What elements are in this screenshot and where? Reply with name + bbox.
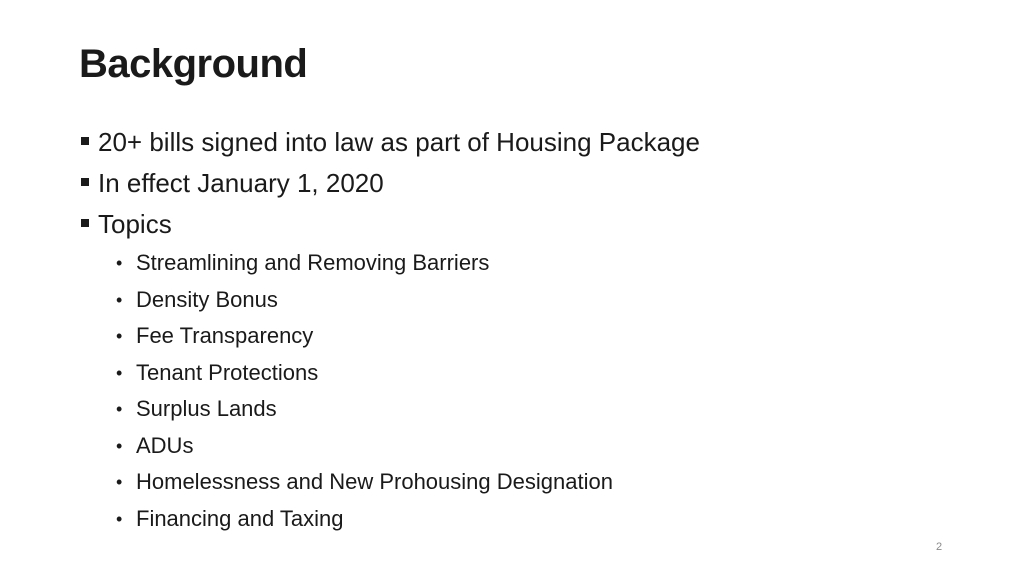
topic-text: Streamlining and Removing Barriers xyxy=(136,250,490,275)
topic-item xyxy=(80,245,700,282)
topic-text: ADUs xyxy=(136,432,194,458)
topic-item xyxy=(80,391,700,428)
slide-title: Background xyxy=(79,42,308,86)
topics-sublist-container xyxy=(80,245,700,537)
topic-text: Fee Transparency xyxy=(136,323,314,348)
topic-item xyxy=(80,501,700,538)
topic-text: Financing and Taxing xyxy=(136,505,344,531)
page-number: 2 xyxy=(936,541,943,553)
bullet-item xyxy=(80,163,700,204)
round-bullet-icon: • xyxy=(116,326,123,346)
square-bullet-icon xyxy=(81,219,89,227)
square-bullet-icon xyxy=(81,137,89,145)
topic-item xyxy=(80,355,700,392)
topic-item xyxy=(80,428,700,465)
round-bullet-icon: • xyxy=(116,289,123,310)
bullet-text: Topics xyxy=(98,209,172,239)
topic-text: Tenant Protections xyxy=(136,359,319,385)
bullet-item xyxy=(80,122,700,163)
bullet-text: 20+ bills signed into law as part of Housing Package xyxy=(98,127,700,157)
round-bullet-icon: • xyxy=(116,399,123,419)
topic-item xyxy=(80,282,700,319)
round-bullet-icon: • xyxy=(116,362,123,383)
bullet-item xyxy=(80,204,700,245)
topic-text: Surplus Lands xyxy=(136,396,277,421)
topic-item xyxy=(80,318,700,355)
round-bullet-icon: • xyxy=(116,472,123,492)
bullet-text: In effect January 1, 2020 xyxy=(98,168,384,198)
bullet-list xyxy=(80,122,700,537)
topic-item xyxy=(80,464,700,501)
round-bullet-icon: • xyxy=(116,508,123,529)
square-bullet-icon xyxy=(81,178,89,186)
topic-text: Homelessness and New Prohousing Designation xyxy=(136,469,613,494)
round-bullet-icon: • xyxy=(116,253,123,273)
topic-text: Density Bonus xyxy=(136,286,278,312)
topics-sublist xyxy=(80,245,700,537)
round-bullet-icon: • xyxy=(116,435,123,456)
